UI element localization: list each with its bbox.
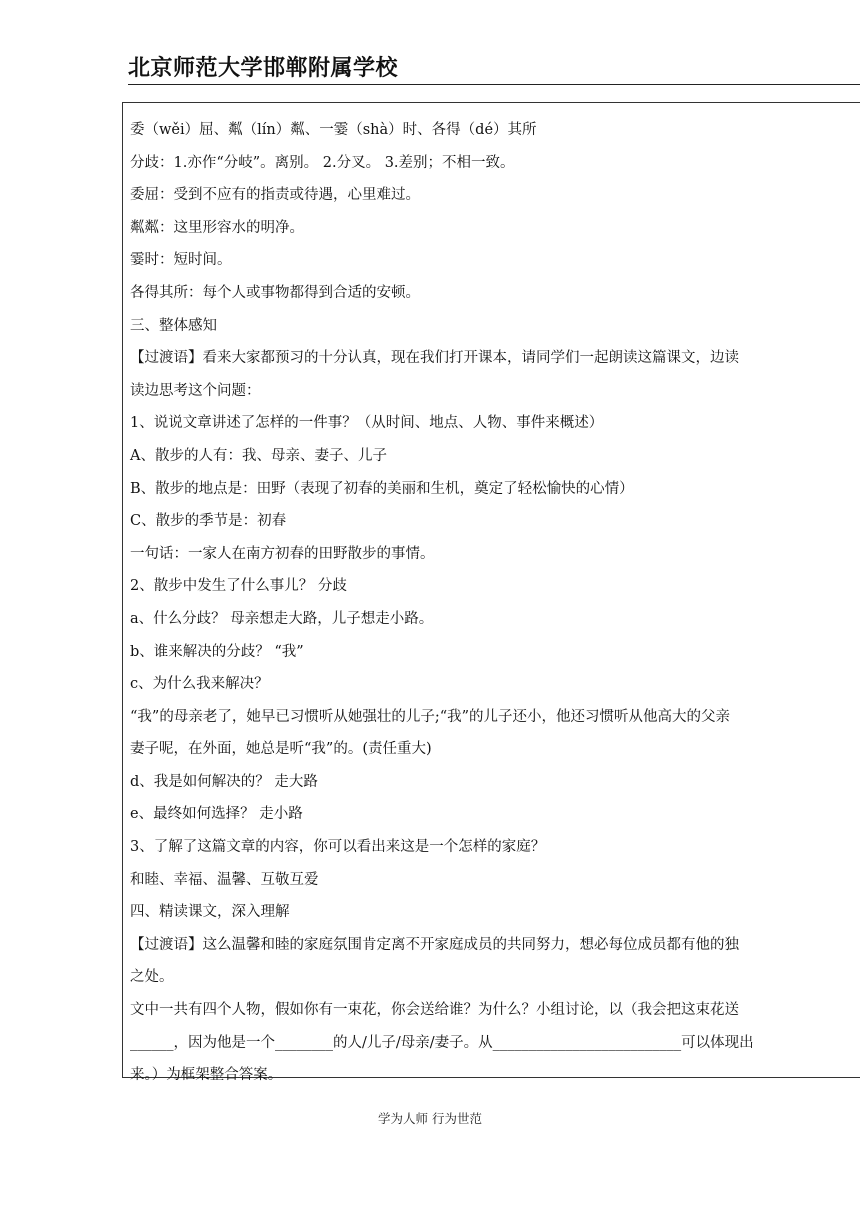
text-line: 文中一共有四个人物，假如你有一束花，你会送给谁？为什么？小组讨论，以（我会把这束花送 [130,1002,739,1019]
text-line: 来。）为框架整合答案。 [130,1067,283,1084]
lesson-text [130,114,860,1092]
text-line: a、什么分歧？ 母亲想走大路，儿子想走小路。 [130,610,434,627]
text-line: A、散步的人有：我、母亲、妻子、儿子 [130,447,387,464]
text-line: 分歧：1.亦作“分岐”。离别。 2.分叉。 3.差别；不相一致。 [130,154,515,171]
text-line: 各得其所：每个人或事物都得到合适的安顿。 [130,284,420,301]
text-line: 【过渡语】看来大家都预习的十分认真，现在我们打开课本，请同学们一起朗读这篇课文，边读 [130,350,739,367]
page-header [128,54,860,84]
text-line: 之处。 [130,969,174,986]
text-line: 委屈：受到不应有的指责或待遇，心里难过。 [130,187,420,204]
text-line: ______，因为他是一个________的人/儿子/母亲/妻子。从__________________________可以体现出 [130,1034,754,1051]
text-line: 3、了解了这篇文章的内容，你可以看出来这是一个怎样的家庭？ [130,839,546,856]
text-line: 1、说说文章讲述了怎样的一件事？（从时间、地点、人物、事件来概述） [130,415,604,432]
text-line: B、散步的地点是：田野（表现了初春的美丽和生机，奠定了轻松愉快的心情） [130,480,634,497]
text-line: b、谁来解决的分歧？ “我” [130,643,304,660]
text-line: 和睦、幸福、温馨、互敬互爱 [130,871,319,888]
text-line: 读边思考这个问题： [130,382,261,399]
text-line: 【过渡语】这么温馨和睦的家庭氛围肯定离不开家庭成员的共同努力，想必每位成员都有他的独 [130,936,739,953]
text-line: 2、散步中发生了什么事儿？ 分歧 [130,578,347,595]
text-line: 妻子呢，在外面，她总是听“我”的。(责任重大) [130,741,432,758]
header-divider [128,84,860,85]
page-footer-motto: 学为人师 行为世范 [378,1111,482,1126]
text-line: d、我是如何解决的？ 走大路 [130,773,318,790]
text-line: c、为什么我来解决？ [130,676,269,693]
text-line: 一句话：一家人在南方初春的田野散步的事情。 [130,545,435,562]
text-line: 霎时：短时间。 [130,252,232,269]
text-line: C、散步的季节是：初春 [130,513,287,530]
section-heading: 三、整体感知 [130,317,217,334]
text-line: “我”的母亲老了，她早已习惯听从她强壮的儿子;“我”的儿子还小，他还习惯听从他高大的父亲 [130,708,731,725]
school-name: 北京师范大学邯郸附属学校 [128,56,399,81]
text-line: 委（wěi）屈、粼（lín）粼、一霎（shà）时、各得（dé）其所 [130,122,537,138]
text-line: 粼粼：这里形容水的明净。 [130,219,304,236]
text-line: e、最终如何选择？ 走小路 [130,806,303,823]
section-heading: 四、精读课文，深入理解 [130,904,290,921]
